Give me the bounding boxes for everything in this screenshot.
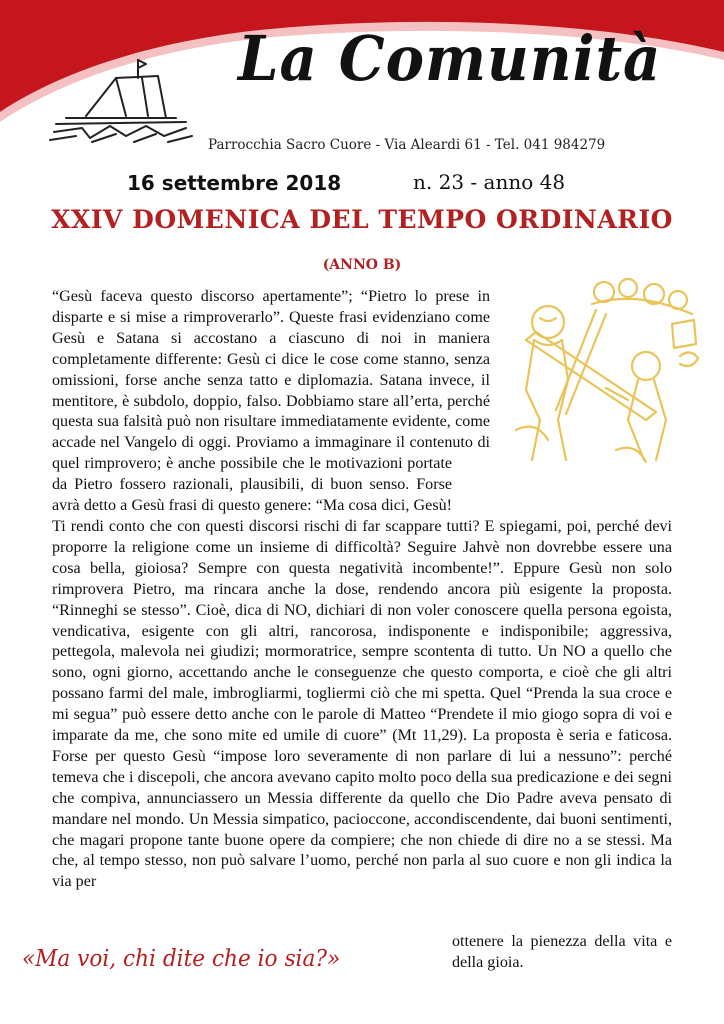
issue-number: n. 23 - anno 48 <box>413 170 566 194</box>
article-ending: ottenere la pienezza della vita e della gioia. <box>452 933 672 971</box>
liturgical-year: (ANNO B) <box>322 257 402 273</box>
pull-quote: «Ma voi, chi dite che io sia?» <box>22 946 341 972</box>
parish-info: Parrocchia Sacro Cuore - Via Aleardi 61 - Tel. 041 984279 <box>208 137 606 153</box>
church-logo-icon <box>46 56 196 156</box>
illustration-spacer <box>490 287 672 469</box>
article-body <box>52 287 672 893</box>
article-text: “Gesù faceva questo discorso apertamente”; “Pietro lo prese in disparte e si mise a rimproverarlo”. Queste frasi evidenziano come Gesù e Satana si accostano a ciascuno di noi in maniera completamente differente: Gesù ci dice le cose come stanno, senza omissioni, forse anche senza tatto e diplomazia. Satana invece, il mentitore, è subdolo, doppio, falso. Dobbiamo stare all’erta, perché questa sua falsità può non risultare immediatamente evidente, come accade nel Vangelo di oggi. Proviamo a immaginare il contenuto di quel rimprovero; è anche possibile che le motivazioni portate da Pietro fossero razionali, plausibili, di buon senso. Forse avrà detto a Gesù frasi di questo genere: “Ma cosa dici, Gesù! Ti rendi conto che con questi discorsi rischi di far scappare tutti? E spiegami, poi, perché devi proporre la religione come un insieme di difficoltà? Seguire Jahvè non dovrebbe essere una cosa bella, gioiosa? Sempre con questa negatività incombente!”. Eppure Gesù non solo rimprovera Pietro, ma rincara anche la dose, rendendo ancora più esigente la proposta. “Rinneghi se stesso”. Cioè, dica di NO, dichiari di non voler conoscere quella persona egoista, vendicativa, esigente con gli altri, rancorosa, indisponente e indisponibile; aggressiva, pettegola, malevola nei giudizi; mormoratrice, sempre scontenta di tutto. Un NO a quello che sono, ogni giorno, accettando anche le conseguenze che questo comporta, e cioè che gli altri possano farmi del male, imbrogliarmi, togliermi ciò che mi spetta. Quel “Prenda la sua croce e mi segua” può essere detto anche con le parole di Matteo “Prendete il mio giogo sopra di voi e imparate da me, che sono mite ed umile di cuore” (Mt 11,29). La proposta è seria e faticosa. Forse per questo Gesù “impose loro severamente di non parlare di lui a nessuno”: perché temeva che i discepoli, che ancora avevano capito molto poco della sua predicazione e dei segni che compiva, annunciassero un Messia differente da quello che Dio Padre aveva pensato di mandare nel mondo. Un Messia simpatico, pacioccone, accondiscendente, dai buoni sentimenti, che magari propone tante buone opere da compiere; che non chiede di dire no a se stessi. Ma che, al tempo stesso, non può salvare l’uomo, perché non parla al suo cuore e non gli indica la via per <box>52 288 672 891</box>
ending-spacer <box>452 469 672 509</box>
newsletter-title: La Comunità <box>238 22 662 95</box>
liturgical-heading: XXIV DOMENICA DEL TEMPO ORDINARIO <box>51 205 673 234</box>
issue-date: 16 settembre 2018 <box>127 171 342 195</box>
